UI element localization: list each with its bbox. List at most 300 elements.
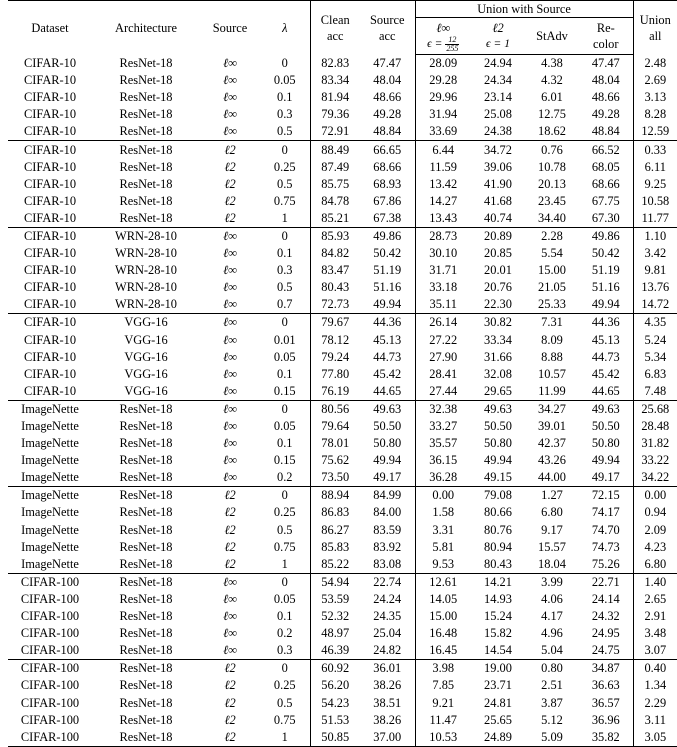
cell-source: ℓ∞ <box>223 90 237 105</box>
cell-union-l2: 40.74 <box>484 210 512 225</box>
cell-architecture: ResNet-18 <box>119 107 173 122</box>
cell-union-all: 0.40 <box>633 660 677 678</box>
header-architecture: Architecture <box>92 1 200 55</box>
cell-dataset: CIFAR-100 <box>8 573 92 591</box>
cell-union-all: 34.22 <box>641 470 670 485</box>
header-union-all <box>633 1 677 55</box>
cell-source: ℓ∞ <box>223 73 237 88</box>
table-row <box>8 176 677 193</box>
cell-union-l2: 24.94 <box>484 56 512 71</box>
cell-union-stadv: 15.00 <box>538 263 566 278</box>
cell-lambda: 0.75 <box>260 712 310 729</box>
cell-clean-acc: 81.94 <box>321 90 350 105</box>
cell-union-recolor: 51.19 <box>579 262 633 279</box>
cell-union-stadv: 12.75 <box>538 107 566 122</box>
cell-architecture: ResNet-18 <box>92 400 200 418</box>
cell-union-linf: 28.41 <box>429 366 458 381</box>
cell-source-acc: 38.26 <box>360 712 415 729</box>
cell-source: ℓ2 <box>200 660 260 678</box>
cell-union-stadv: 18.04 <box>538 556 566 571</box>
cell-lambda: 0.1 <box>260 89 310 106</box>
cell-union-stadv: 34.27 <box>525 400 579 418</box>
table-row <box>8 556 677 574</box>
cell-source: ℓ∞ <box>223 107 237 122</box>
cell-union-stadv: 42.37 <box>538 436 566 451</box>
cell-dataset: CIFAR-10 <box>23 124 77 139</box>
cell-source-acc: 84.00 <box>360 504 415 521</box>
cell-source-acc: 49.94 <box>360 452 415 469</box>
cell-dataset: ImageNette <box>21 470 79 485</box>
table-row <box>8 55 677 73</box>
cell-union-recolor: 72.15 <box>579 487 633 505</box>
cell-clean-acc: 53.59 <box>321 591 350 606</box>
cell-union-linf: 1.58 <box>432 505 455 520</box>
cell-source: ℓ2 <box>224 210 236 225</box>
cell-union-linf: 15.00 <box>429 609 458 624</box>
cell-union-linf: 28.73 <box>415 227 471 245</box>
cell-dataset: CIFAR-100 <box>8 729 92 747</box>
header-linf-eps-den: 255 <box>446 43 459 53</box>
cell-union-l2: 15.82 <box>484 626 512 641</box>
cell-union-all: 4.35 <box>633 314 677 332</box>
cell-architecture: WRN-28-10 <box>115 246 177 261</box>
cell-clean-acc: 76.19 <box>321 383 350 398</box>
cell-clean-acc: 80.43 <box>321 280 350 295</box>
cell-dataset: CIFAR-10 <box>8 227 92 245</box>
cell-architecture: ResNet-18 <box>119 556 173 571</box>
cell-source-acc: 44.36 <box>360 314 415 332</box>
cell-dataset: CIFAR-10 <box>23 383 77 398</box>
cell-union-recolor: 49.94 <box>579 296 633 314</box>
cell-clean-acc: 50.85 <box>310 729 360 747</box>
cell-source-acc: 48.04 <box>360 72 415 89</box>
cell-lambda: 0.5 <box>260 694 310 711</box>
cell-architecture: WRN-28-10 <box>115 297 177 312</box>
cell-dataset: ImageNette <box>21 556 79 571</box>
cell-union-l2: 24.81 <box>484 695 512 710</box>
table-row <box>8 625 677 642</box>
cell-source-acc: 83.59 <box>360 522 415 539</box>
header-union-with-source: Union with Source <box>415 1 633 18</box>
cell-clean-acc: 85.83 <box>321 539 350 554</box>
cell-union-stadv: 23.45 <box>538 193 566 208</box>
cell-dataset: ImageNette <box>8 487 92 505</box>
cell-union-all: 1.40 <box>633 573 677 591</box>
cell-source: ℓ2 <box>224 556 236 571</box>
cell-union-linf: 31.94 <box>429 107 458 122</box>
cell-source: ℓ∞ <box>223 332 237 347</box>
cell-lambda: 0.2 <box>260 469 310 487</box>
table-row <box>8 159 677 176</box>
cell-lambda: 0.25 <box>260 677 310 694</box>
cell-union-recolor: 67.75 <box>579 193 633 210</box>
cell-architecture: ResNet-18 <box>119 90 173 105</box>
cell-union-all: 3.05 <box>633 729 677 747</box>
cell-union-recolor: 24.95 <box>579 625 633 642</box>
cell-lambda: 0.5 <box>260 279 310 296</box>
table-row <box>8 642 677 660</box>
cell-union-stadv: 3.87 <box>541 695 563 710</box>
header-l2 <box>471 18 525 55</box>
header-union-all-line1: Union <box>639 12 671 27</box>
cell-lambda: 0 <box>260 314 310 332</box>
cell-union-l2: 80.66 <box>484 505 512 520</box>
cell-union-recolor: 36.63 <box>579 677 633 694</box>
cell-union-all: 2.48 <box>644 55 667 70</box>
cell-source: ℓ2 <box>224 539 236 554</box>
table-row <box>8 452 677 469</box>
cell-union-all: 2.69 <box>644 73 667 88</box>
cell-source: ℓ∞ <box>223 280 237 295</box>
cell-source-acc: 66.65 <box>360 141 415 159</box>
cell-lambda: 0.15 <box>260 452 310 469</box>
cell-union-linf: 16.45 <box>429 643 458 658</box>
cell-union-l2: 50.80 <box>484 436 512 451</box>
cell-dataset: CIFAR-10 <box>23 193 77 208</box>
cell-union-all: 2.29 <box>644 695 667 710</box>
table-row <box>8 591 677 608</box>
cell-dataset: CIFAR-100 <box>20 643 80 658</box>
cell-union-all: 6.83 <box>644 366 667 381</box>
cell-clean-acc: 54.94 <box>310 573 360 591</box>
cell-source-acc: 50.80 <box>360 435 415 452</box>
table-row <box>8 522 677 539</box>
table-row <box>8 660 677 678</box>
cell-source-acc: 22.74 <box>360 573 415 591</box>
cell-union-linf: 10.53 <box>415 729 471 747</box>
cell-source: ℓ∞ <box>223 643 237 658</box>
cell-lambda: 0.25 <box>260 159 310 176</box>
cell-dataset: CIFAR-10 <box>23 280 77 295</box>
cell-dataset: CIFAR-10 <box>23 159 77 174</box>
cell-union-linf: 9.21 <box>432 695 455 710</box>
cell-union-l2: 25.65 <box>484 712 512 727</box>
cell-architecture: ResNet-18 <box>92 141 200 159</box>
table-row <box>8 712 677 729</box>
cell-architecture: ResNet-18 <box>92 729 200 747</box>
cell-union-linf: 30.10 <box>429 246 458 261</box>
cell-source: ℓ∞ <box>223 453 237 468</box>
cell-dataset: CIFAR-10 <box>23 73 77 88</box>
cell-source: ℓ∞ <box>223 349 237 364</box>
cell-union-recolor: 49.94 <box>579 452 633 469</box>
cell-source-acc: 37.00 <box>360 729 415 747</box>
cell-clean-acc: 87.49 <box>321 159 350 174</box>
cell-dataset: CIFAR-10 <box>23 176 77 191</box>
cell-dataset: CIFAR-10 <box>23 90 77 105</box>
cell-union-stadv: 4.32 <box>541 73 563 88</box>
cell-source: ℓ2 <box>224 505 236 520</box>
cell-lambda: 0.3 <box>260 642 310 660</box>
cell-dataset: ImageNette <box>8 400 92 418</box>
cell-dataset: CIFAR-100 <box>8 660 92 678</box>
cell-union-all: 7.48 <box>644 383 667 398</box>
cell-union-recolor: 50.50 <box>579 418 633 435</box>
cell-union-recolor: 48.84 <box>579 123 633 141</box>
cell-union-stadv: 25.33 <box>538 297 566 312</box>
cell-lambda: 0.15 <box>260 383 310 401</box>
cell-clean-acc: 54.23 <box>321 695 350 710</box>
header-l2-eps: ϵ = 1 <box>486 38 510 50</box>
cell-clean-acc: 77.80 <box>321 366 350 381</box>
cell-union-l2: 49.94 <box>484 453 512 468</box>
cell-source-acc: 68.66 <box>360 159 415 176</box>
cell-union-linf: 3.31 <box>432 522 455 537</box>
header-lambda: λ <box>260 1 310 55</box>
cell-source-acc: 38.51 <box>360 694 415 711</box>
cell-union-l2: 24.34 <box>484 73 512 88</box>
table-row <box>8 383 677 401</box>
cell-clean-acc: 79.36 <box>321 107 350 122</box>
cell-architecture: ResNet-18 <box>119 124 173 139</box>
cell-union-l2: 39.06 <box>484 159 512 174</box>
cell-union-all: 9.81 <box>644 263 667 278</box>
table-row <box>8 487 677 505</box>
cell-union-stadv: 18.62 <box>538 124 566 139</box>
cell-dataset: CIFAR-10 <box>23 55 77 70</box>
cell-lambda: 0.5 <box>260 176 310 193</box>
cell-clean-acc: 88.94 <box>310 487 360 505</box>
cell-union-stadv: 5.04 <box>541 643 563 658</box>
cell-lambda: 0.3 <box>260 106 310 123</box>
cell-source-acc: 67.86 <box>360 193 415 210</box>
table-row <box>8 314 677 332</box>
cell-union-all: 6.80 <box>644 556 667 571</box>
cell-architecture: ResNet-18 <box>119 453 173 468</box>
cell-dataset: CIFAR-100 <box>20 609 80 624</box>
cell-source-acc: 25.04 <box>360 625 415 642</box>
cell-clean-acc: 85.21 <box>321 210 350 225</box>
table-row <box>8 400 677 418</box>
cell-union-stadv: 3.99 <box>525 573 579 591</box>
cell-dataset: ImageNette <box>21 419 79 434</box>
cell-union-linf: 27.90 <box>429 349 458 364</box>
table-row <box>8 193 677 210</box>
cell-union-stadv: 21.05 <box>538 280 566 295</box>
cell-union-all: 1.34 <box>644 678 667 693</box>
cell-union-recolor: 49.28 <box>579 106 633 123</box>
cell-lambda: 0 <box>260 55 310 73</box>
cell-union-all: 28.48 <box>641 419 670 434</box>
cell-dataset: CIFAR-10 <box>23 297 77 312</box>
cell-clean-acc: 78.12 <box>321 332 350 347</box>
cell-source: ℓ∞ <box>223 609 237 624</box>
cell-source: ℓ2 <box>224 695 236 710</box>
cell-source: ℓ2 <box>224 193 236 208</box>
table-row <box>8 435 677 452</box>
cell-union-l2: 20.85 <box>484 246 512 261</box>
cell-union-stadv: 6.01 <box>541 90 563 105</box>
cell-clean-acc: 84.82 <box>321 246 350 261</box>
cell-union-all: 13.76 <box>641 280 670 295</box>
cell-union-l2: 49.63 <box>471 400 525 418</box>
cell-clean-acc: 78.01 <box>321 436 350 451</box>
cell-source: ℓ∞ <box>200 227 260 245</box>
cell-clean-acc: 85.93 <box>310 227 360 245</box>
cell-union-all: 25.68 <box>633 400 677 418</box>
cell-clean-acc: 60.92 <box>310 660 360 678</box>
cell-dataset: ImageNette <box>21 505 79 520</box>
cell-union-stadv: 7.31 <box>525 314 579 332</box>
cell-union-recolor: 48.66 <box>579 89 633 106</box>
cell-architecture: ResNet-18 <box>119 159 173 174</box>
cell-union-recolor: 35.82 <box>579 729 633 747</box>
cell-dataset: CIFAR-10 <box>23 210 77 225</box>
cell-union-linf: 27.22 <box>429 332 458 347</box>
cell-union-linf: 29.28 <box>429 73 458 88</box>
cell-source-acc: 49.86 <box>360 227 415 245</box>
cell-clean-acc: 73.50 <box>321 470 350 485</box>
cell-source: ℓ∞ <box>200 573 260 591</box>
cell-dataset: CIFAR-10 <box>8 314 92 332</box>
header-source: Source <box>200 1 260 55</box>
cell-union-linf: 13.43 <box>429 210 458 225</box>
cell-union-l2: 19.00 <box>471 660 525 678</box>
cell-architecture: ResNet-18 <box>119 695 173 710</box>
cell-union-linf: 35.57 <box>429 436 458 451</box>
cell-source-acc: 83.92 <box>360 539 415 556</box>
cell-clean-acc: 85.75 <box>321 176 350 191</box>
cell-lambda: 1 <box>260 210 310 228</box>
cell-union-stadv: 44.00 <box>538 470 566 485</box>
cell-union-linf: 33.27 <box>429 419 458 434</box>
table-row <box>8 106 677 123</box>
cell-union-stadv: 39.01 <box>538 419 566 434</box>
cell-union-linf: 13.42 <box>429 176 458 191</box>
table-row <box>8 123 677 141</box>
cell-clean-acc: 46.39 <box>321 643 350 658</box>
cell-union-stadv: 11.99 <box>538 383 566 398</box>
cell-union-stadv: 34.40 <box>538 210 566 225</box>
cell-union-all: 0.94 <box>644 505 667 520</box>
cell-union-l2: 20.01 <box>484 263 512 278</box>
cell-source: ℓ∞ <box>223 246 237 261</box>
cell-lambda: 0.05 <box>260 418 310 435</box>
cell-union-stadv: 9.17 <box>541 522 563 537</box>
header-recolor-line2: color <box>593 37 619 51</box>
cell-source-acc: 48.84 <box>360 123 415 141</box>
cell-union-recolor: 47.47 <box>579 55 633 73</box>
cell-lambda: 0.75 <box>260 193 310 210</box>
cell-union-all: 3.07 <box>644 643 667 658</box>
cell-union-linf: 33.18 <box>429 280 458 295</box>
cell-architecture: ResNet-18 <box>119 436 173 451</box>
table-row <box>8 72 677 89</box>
cell-dataset: CIFAR-100 <box>20 626 80 641</box>
cell-union-l2: 80.43 <box>484 556 512 571</box>
cell-union-linf: 11.59 <box>429 159 457 174</box>
cell-source-acc: 51.19 <box>360 262 415 279</box>
cell-union-all: 2.09 <box>644 522 667 537</box>
cell-union-l2: 29.65 <box>484 383 512 398</box>
table-row <box>8 296 677 314</box>
cell-dataset: ImageNette <box>21 522 79 537</box>
header-recolor <box>579 18 633 55</box>
cell-lambda: 0 <box>260 573 310 591</box>
cell-clean-acc: 56.20 <box>321 678 350 693</box>
cell-union-all: 3.13 <box>644 90 667 105</box>
cell-architecture: ResNet-18 <box>119 626 173 641</box>
cell-lambda: 0.01 <box>260 332 310 349</box>
cell-union-l2: 24.89 <box>471 729 525 747</box>
cell-architecture: ResNet-18 <box>119 193 173 208</box>
cell-union-all: 10.58 <box>641 193 670 208</box>
cell-source-acc: 45.13 <box>360 332 415 349</box>
cell-union-l2: 31.66 <box>484 349 512 364</box>
cell-architecture: ResNet-18 <box>119 539 173 554</box>
cell-source-acc: 49.94 <box>360 296 415 314</box>
table-row <box>8 608 677 625</box>
cell-clean-acc: 80.56 <box>310 400 360 418</box>
cell-lambda: 0.1 <box>260 366 310 383</box>
cell-source-acc: 38.26 <box>360 677 415 694</box>
cell-union-stadv: 0.76 <box>525 141 579 159</box>
cell-source: ℓ∞ <box>223 436 237 451</box>
cell-union-l2: 15.24 <box>484 609 512 624</box>
cell-union-l2: 50.50 <box>484 419 512 434</box>
cell-union-linf: 3.98 <box>415 660 471 678</box>
cell-union-recolor: 44.36 <box>579 314 633 332</box>
cell-union-linf: 29.96 <box>429 90 458 105</box>
cell-source: ℓ∞ <box>200 314 260 332</box>
cell-source: ℓ∞ <box>223 419 237 434</box>
cell-union-stadv: 5.12 <box>541 712 563 727</box>
header-clean-acc <box>310 1 360 55</box>
cell-union-stadv: 0.80 <box>525 660 579 678</box>
header-linf-eps-prefix: ϵ = <box>427 37 443 50</box>
cell-union-l2: 49.15 <box>484 470 512 485</box>
cell-clean-acc: 48.97 <box>321 626 350 641</box>
cell-architecture: ResNet-18 <box>119 591 173 606</box>
cell-union-all: 11.77 <box>641 210 669 225</box>
cell-union-linf: 7.85 <box>432 678 455 693</box>
cell-clean-acc: 72.91 <box>321 124 350 139</box>
cell-source: ℓ∞ <box>223 470 237 485</box>
header-clean-acc-line1: Clean <box>320 12 350 27</box>
cell-source: ℓ∞ <box>223 55 237 70</box>
cell-union-all: 31.82 <box>641 436 670 451</box>
cell-union-linf: 36.15 <box>429 453 458 468</box>
cell-clean-acc: 86.83 <box>321 505 350 520</box>
cell-lambda: 1 <box>260 729 310 747</box>
header-linf <box>415 18 471 55</box>
cell-union-l2: 30.82 <box>471 314 525 332</box>
cell-union-all: 1.10 <box>633 227 677 245</box>
header-source-acc-line2: acc <box>379 28 396 43</box>
cell-union-recolor: 22.71 <box>579 573 633 591</box>
cell-union-stadv: 2.51 <box>541 678 563 693</box>
results-body <box>8 55 677 747</box>
cell-lambda: 0.2 <box>260 625 310 642</box>
cell-architecture: ResNet-18 <box>92 660 200 678</box>
cell-union-l2: 79.08 <box>471 487 525 505</box>
cell-union-stadv: 5.09 <box>525 729 579 747</box>
cell-architecture: WRN-28-10 <box>92 227 200 245</box>
header-stadv: StAdv <box>525 18 579 55</box>
cell-union-all: 14.72 <box>641 297 670 312</box>
cell-union-linf: 26.14 <box>415 314 471 332</box>
cell-union-recolor: 74.17 <box>579 504 633 521</box>
cell-dataset: CIFAR-10 <box>23 246 77 261</box>
table-row <box>8 89 677 106</box>
cell-union-stadv: 43.26 <box>538 453 566 468</box>
cell-architecture: WRN-28-10 <box>115 280 177 295</box>
cell-union-recolor: 50.80 <box>579 435 633 452</box>
table-row <box>8 694 677 711</box>
cell-clean-acc: 86.27 <box>321 522 350 537</box>
cell-lambda: 0.05 <box>260 591 310 608</box>
cell-lambda: 0.1 <box>260 608 310 625</box>
